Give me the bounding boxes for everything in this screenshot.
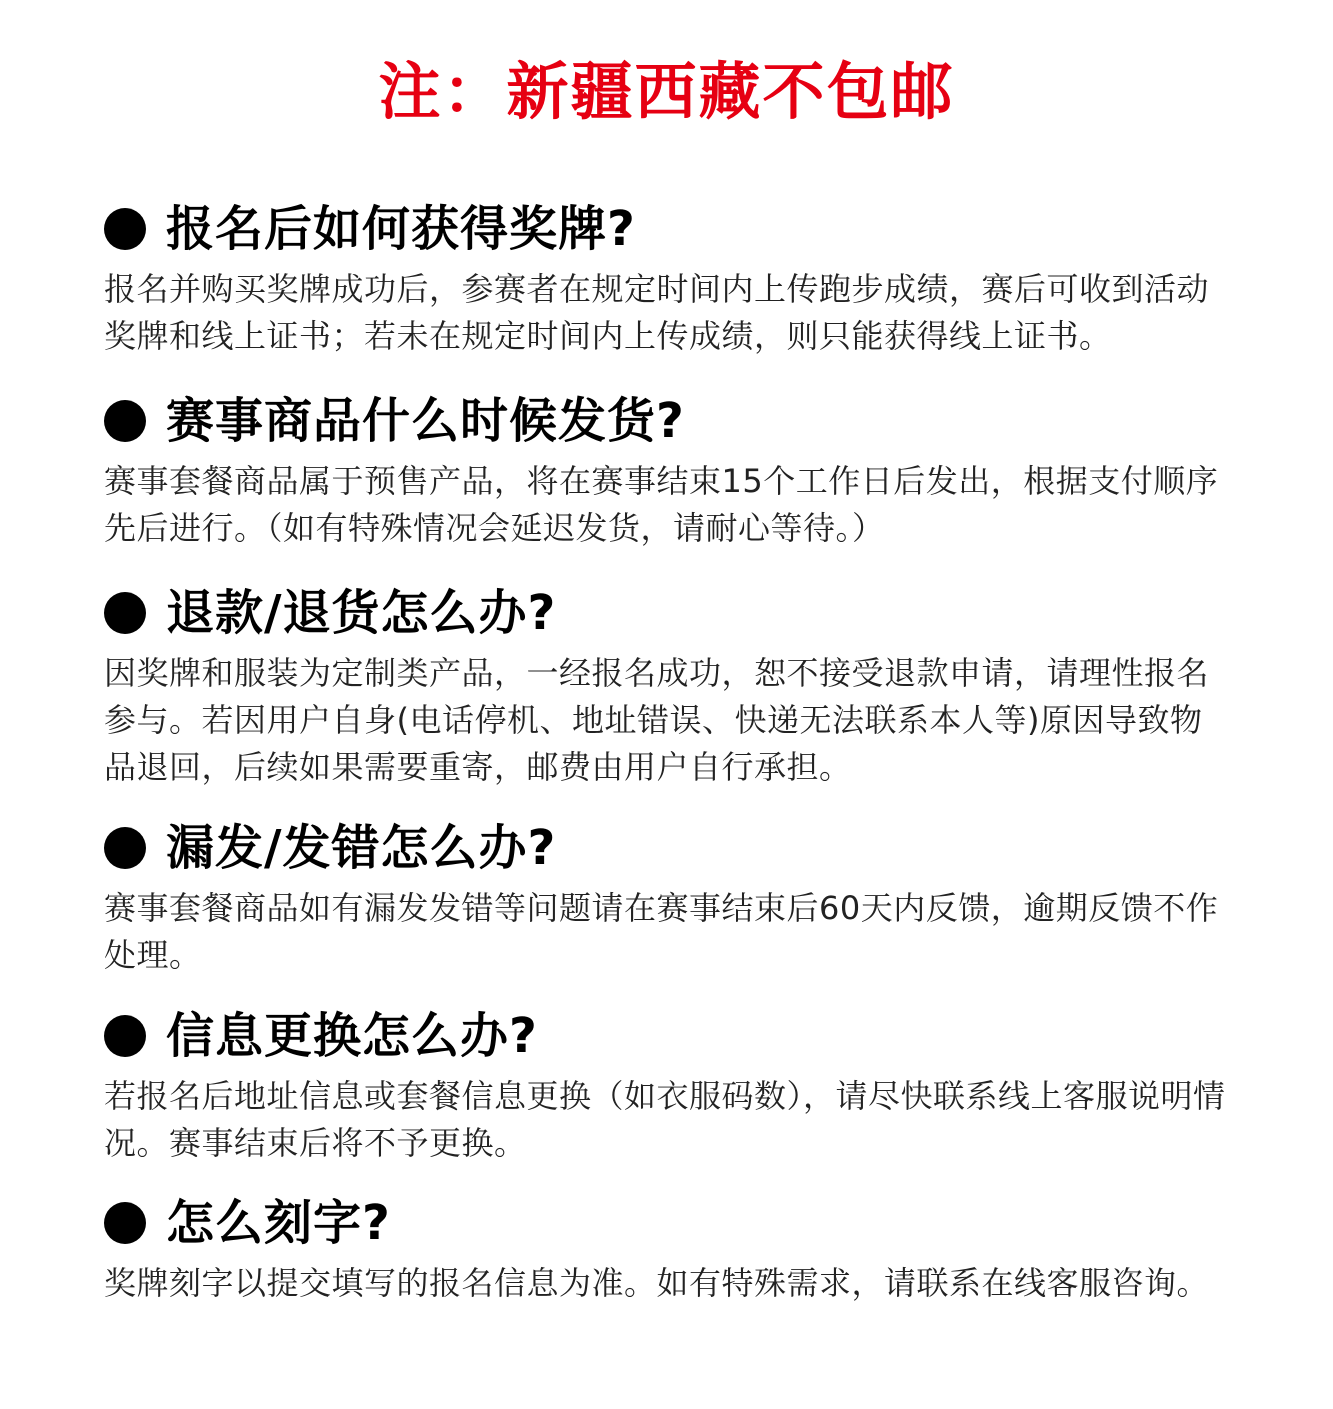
faq-answer: 奖牌刻字以提交填写的报名信息为准。如有特殊需求，请联系在线客服咨询。	[104, 1264, 1210, 1302]
faq-question: 报名后如何获得奖牌?	[166, 201, 636, 257]
faq-question: 怎么刻字?	[166, 1195, 391, 1251]
bullet-icon	[104, 208, 146, 250]
faq-item-refund	[104, 580, 1234, 791]
faq-question-row	[104, 196, 1234, 262]
faq-item-missing-shipment	[104, 815, 1234, 979]
faq-question: 漏发/发错怎么办?	[166, 820, 557, 876]
faq-question-row	[104, 388, 1234, 454]
faq-item-engraving	[104, 1190, 1234, 1307]
notice-heading: 注：新疆西藏不包邮	[378, 55, 955, 128]
faq-question: 赛事商品什么时候发货?	[166, 393, 685, 449]
faq-question-row	[104, 580, 1234, 646]
faq-question-row	[104, 1190, 1234, 1256]
faq-question-row	[104, 815, 1234, 881]
faq-answer: 赛事套餐商品如有漏发发错等问题请在赛事结束后60天内反馈，逾期反馈不作处理。	[104, 889, 1219, 974]
faq-answer: 赛事套餐商品属于预售产品，将在赛事结束15个工作日后发出，根据支付顺序先后进行。（如有特殊情况会延迟发货，请耐心等待。）	[104, 462, 1219, 547]
faq-item-shipping	[104, 388, 1234, 552]
bullet-icon	[104, 827, 146, 869]
faq-answer: 若报名后地址信息或套餐信息更换（如衣服码数），请尽快联系线上客服说明情况。赛事结束后将不予更换。	[104, 1077, 1226, 1162]
faq-answer: 因奖牌和服装为定制类产品，一经报名成功，恕不接受退款申请，请理性报名参与。若因用户自身(电话停机、地址错误、快递无法联系本人等)原因导致物品退回，后续如果需要重寄，邮费由用户自行承担。	[104, 654, 1210, 786]
faq-question-row	[104, 1003, 1234, 1069]
bullet-icon	[104, 400, 146, 442]
faq-answer: 报名并购买奖牌成功后，参赛者在规定时间内上传跑步成绩，赛后可收到活动奖牌和线上证书；若未在规定时间内上传成绩，则只能获得线上证书。	[104, 270, 1210, 355]
faq-item-info-change	[104, 1003, 1234, 1167]
faq-item-medal	[104, 196, 1234, 360]
bullet-icon	[104, 1015, 146, 1057]
bullet-icon	[104, 592, 146, 634]
bullet-icon	[104, 1202, 146, 1244]
faq-question: 退款/退货怎么办?	[166, 585, 557, 641]
faq-question: 信息更换怎么办?	[166, 1008, 538, 1064]
